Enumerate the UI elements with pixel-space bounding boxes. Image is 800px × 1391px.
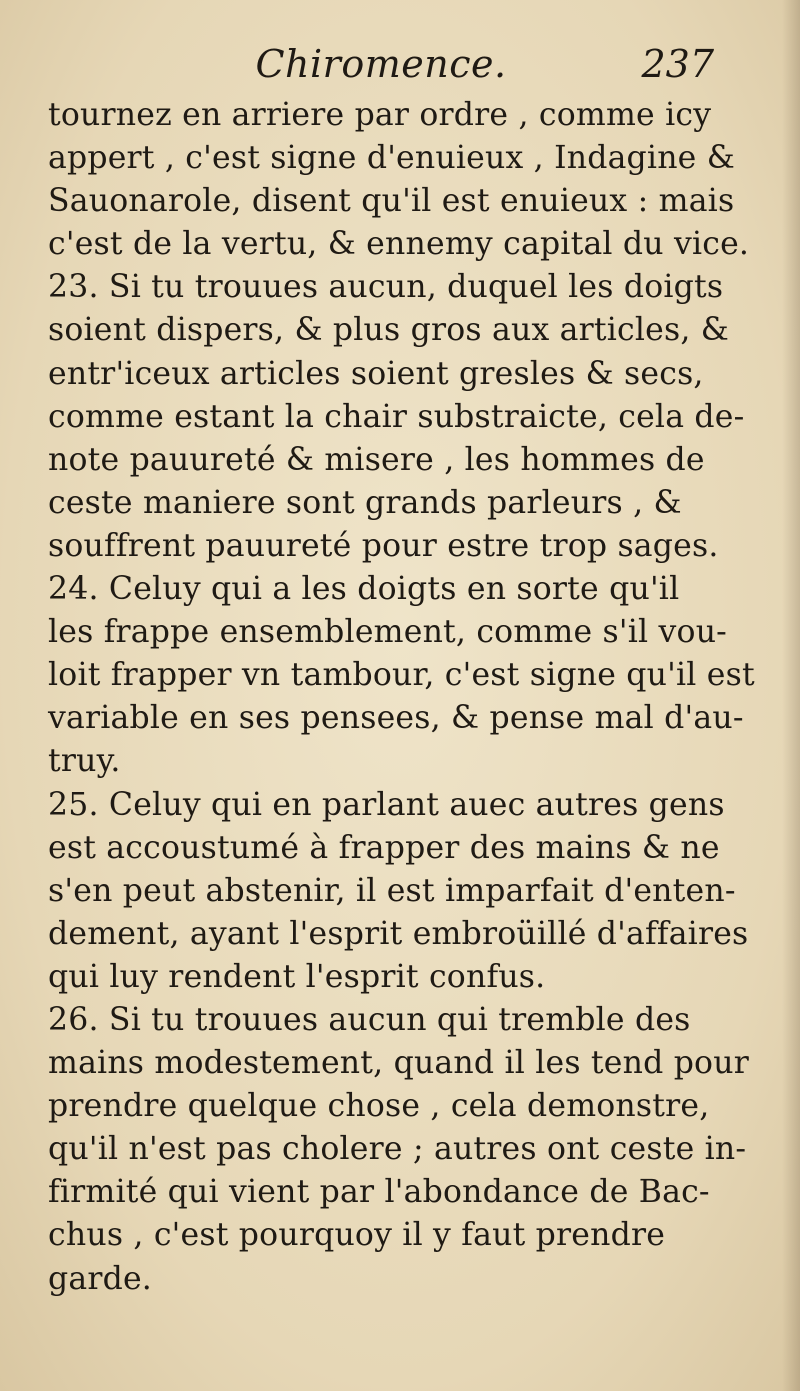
text-line: chus , c'est pourquoy il y faut prendre	[48, 1217, 666, 1254]
text-line: entr'iceux articles soient gresles & secs,	[48, 355, 704, 392]
text-line: est accoustumé à frapper des mains & ne	[48, 829, 720, 866]
text-line: mains modestement, quand il les tend pour	[48, 1045, 749, 1082]
text-line: 25. Celuy qui en parlant auec autres gens	[48, 786, 725, 823]
text-line: dement, ayant l'esprit embroüillé d'affaires	[48, 915, 749, 952]
text-line: soient dispers, & plus gros aux articles, &	[48, 312, 729, 349]
text-line: truy.	[48, 743, 121, 780]
page-header	[48, 30, 714, 90]
text-line: garde.	[48, 1260, 153, 1297]
text-line: variable en ses pensees, & pense mal d'au-	[48, 700, 744, 737]
text-line: firmité qui vient par l'abondance de Bac-	[48, 1174, 710, 1211]
text-line: les frappe ensemblement, comme s'il vou-	[48, 614, 728, 651]
text-line: c'est de la vertu, & ennemy capital du vice.	[48, 226, 750, 263]
text-line: loit frapper vn tambour, c'est signe qu'il est	[48, 657, 755, 694]
body-text	[48, 94, 755, 1301]
text-line: qui luy rendent l'esprit confus.	[48, 958, 546, 995]
text-line: 23. Si tu trouues aucun, duquel les doigts	[48, 269, 724, 306]
running-title: Chiromence.	[255, 42, 507, 86]
text-line: s'en peut abstenir, il est imparfait d'enten-	[48, 872, 736, 909]
text-line: appert , c'est signe d'enuieux , Indagine &	[48, 140, 735, 177]
text-line: comme estant la chair substraicte, cela de-	[48, 398, 745, 435]
page-edge-shadow	[782, 0, 800, 1391]
text-line: qu'il n'est pas cholere ; autres ont ceste in-	[48, 1131, 747, 1168]
text-line: 26. Si tu trouues aucun qui tremble des	[48, 1001, 691, 1038]
text-line: note pauureté & misere , les hommes de	[48, 441, 705, 478]
text-line: souffrent pauureté pour estre trop sages.	[48, 527, 719, 564]
text-line: 24. Celuy qui a les doigts en sorte qu'il	[48, 571, 680, 608]
text-line: ceste maniere sont grands parleurs , &	[48, 484, 682, 521]
text-line: tournez en arriere par ordre , comme icy	[48, 97, 712, 133]
text-line: Sauonarole, disent qu'il est enuieux : mais	[48, 183, 735, 220]
text-line: prendre quelque chose , cela demonstre,	[48, 1088, 710, 1125]
page-number: 237	[641, 42, 714, 86]
